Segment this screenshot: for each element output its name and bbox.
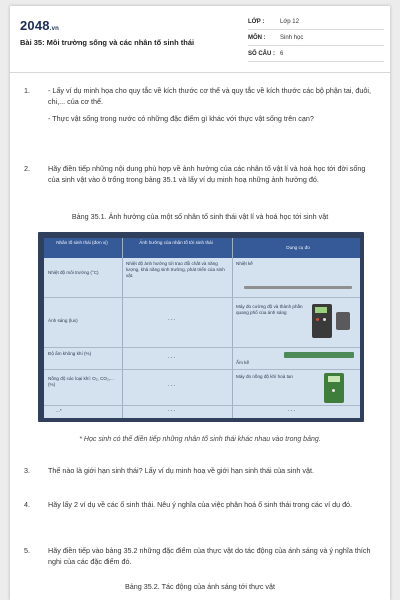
question-number: 1. [24,86,30,95]
table-header-factor: Nhân tố sinh thái (đơn vị) [56,240,108,245]
lesson-title: Bài 35: Môi trường sống và các nhân tố sinh thái [20,38,195,47]
meta-key: LỚP : [248,18,265,25]
light-meter-icon [312,304,332,338]
meta-key: MÔN : [248,34,266,41]
cell-tool: ... [288,407,297,413]
site-logo[interactable] [20,18,59,33]
thermometer-icon [244,286,352,289]
cell-effect: Nhiệt độ ảnh hưởng tới trao đổi chất và năng lượng, khả năng sinh trưởng, phát triển của sinh vật. [126,261,225,278]
lesson-meta [248,14,384,62]
question-text: - Lấy ví dụ minh họa cho quy tắc về kích thước cơ thể và quy tắc về kích thước các bộ phận tai, đuôi, chi,... của cơ thể. [48,86,372,106]
logo-suffix: .vn [49,26,60,32]
cell-effect: ... [168,382,177,388]
question-number: 5. [24,546,30,555]
question-text: Hãy điền tiếp những nội dung phù hợp về ảnh hưởng của các nhân tố vật lí và hoá học tới đời sống của sinh vật vào ô trống trong bảng 35.1 và lấy ví dụ minh hoạ những ảnh hưởng đó. [48,164,366,184]
page-header [20,14,382,66]
cell-tool: Nhiệt kế [236,261,253,266]
cell-factor: Ánh sáng (lux) [48,318,78,323]
gas-meter-icon [324,373,344,403]
meta-row-question-count [248,46,384,62]
table-row [44,298,360,348]
document-page [10,6,390,600]
table-35-1-photo [38,232,364,422]
header-divider [10,72,390,73]
table-row [44,348,360,370]
table-row [44,258,360,298]
question-number: 2. [24,164,30,173]
table-row [44,406,360,418]
table-header-row [44,238,360,258]
cell-factor: Độ ẩm không khí (%) [48,351,92,356]
table-35-1-caption: Bảng 35.1. Ảnh hưởng của một số nhân tố sinh thái vật lí và hoá học tới sinh vật [71,212,329,221]
light-sensor-icon [336,312,350,330]
meta-row-subject [248,30,384,46]
question-number: 4. [24,500,30,509]
question-3 [24,466,376,484]
logo-text: 2048 [20,18,50,33]
table-row [44,370,360,406]
table-35-1 [44,238,360,418]
question-text: - Thực vật sống trong nước có những đặc điểm gì khác với thực vật sống trên cạn? [48,114,314,123]
cell-tool: Máy đo nồng độ khí hoà tan [236,374,293,379]
question-text: Thế nào là giới hạn sinh thái? Lấy ví dụ minh hoạ về giới hạn sinh thái của sinh vật. [48,466,314,475]
cell-factor: ...* [56,408,62,413]
question-5 [24,546,376,574]
meta-value: Sinh học [280,34,304,41]
meta-row-grade [248,14,384,30]
meta-value: 6 [280,50,284,57]
question-1 [24,86,376,132]
question-2 [24,164,376,192]
table-header-effect: Ảnh hưởng của nhân tố tới sinh thái [139,240,213,245]
table-header-tool: Dụng cụ đo [286,245,310,250]
question-number: 3. [24,466,30,475]
cell-factor: Nhiệt độ môi trường (°C) [48,270,99,275]
cell-effect: ... [168,407,177,413]
question-text: Hãy điền tiếp vào bảng 35.2 những đặc điểm của thực vật do tác động của ánh sáng và ý nghĩa thích nghi của các đặc điểm đó. [48,546,371,566]
meta-key: SỐ CÂU : [248,50,275,57]
question-4 [24,500,376,518]
question-text: Hãy lấy 2 ví dụ về các ổ sinh thái. Nêu ý nghĩa của việc phân hoá ổ sinh thái trong các ví dụ đó. [48,500,353,509]
cell-tool: Ẩm kế [236,360,250,365]
table-35-1-note: * Học sinh có thể điền tiếp những nhân tố sinh thái khác nhau vào trong bảng. [79,436,321,443]
hygrometer-icon [284,352,354,358]
cell-effect: ... [168,316,177,322]
cell-effect: ... [168,354,177,360]
meta-value: Lớp 12 [280,18,299,25]
cell-factor: Nồng độ các loại khí: O₂, CO₂,... (%) [48,376,114,387]
table-35-2-caption: Bảng 35.2. Tác động của ánh sáng tới thực vật [124,582,276,591]
cell-tool: Máy đo cường độ và thành phần quang phổ của ánh sáng [236,304,303,315]
